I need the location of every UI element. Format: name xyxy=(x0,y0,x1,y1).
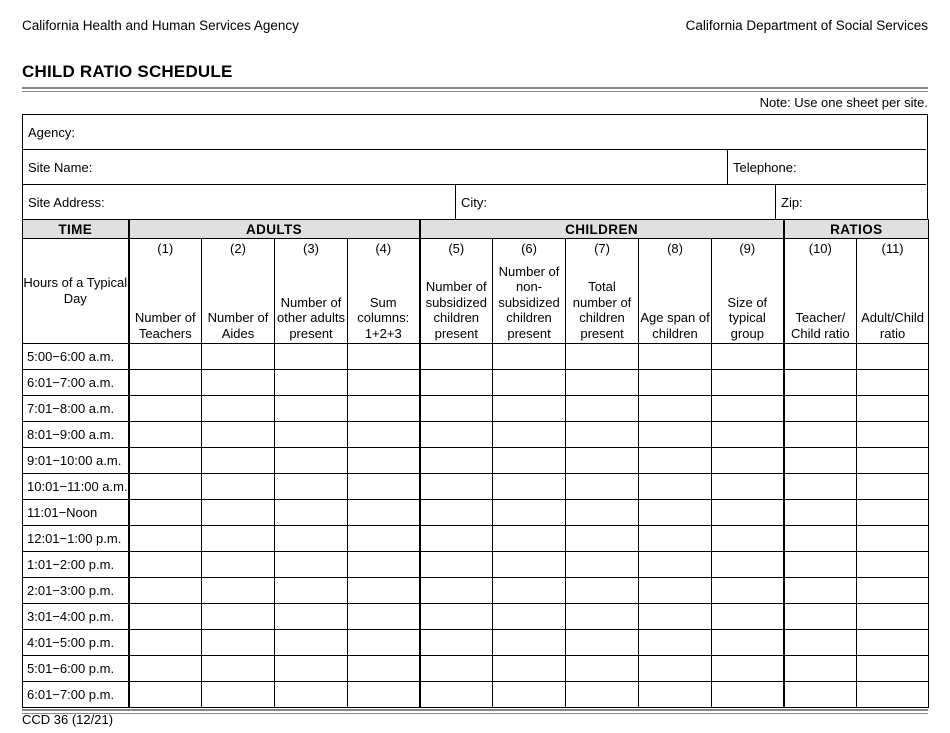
entry-cell[interactable] xyxy=(857,344,929,370)
entry-cell[interactable] xyxy=(712,630,784,656)
entry-cell[interactable] xyxy=(275,396,348,422)
time-slot-label: 6:01−7:00 p.m. xyxy=(23,682,129,708)
entry-cell[interactable] xyxy=(420,578,493,604)
column-header xyxy=(639,239,712,344)
entry-cell[interactable] xyxy=(202,474,275,500)
column-number: (1) xyxy=(157,241,174,256)
table-row xyxy=(23,630,929,656)
note-text: Note: Use one sheet per site. xyxy=(759,95,928,110)
time-slot-label: 5:01−6:00 p.m. xyxy=(23,656,129,682)
footer-rule xyxy=(22,709,928,711)
entry-cell[interactable] xyxy=(348,448,420,474)
entry-cell[interactable] xyxy=(857,370,929,396)
entry-cell[interactable] xyxy=(712,552,784,578)
entry-cell[interactable] xyxy=(202,656,275,682)
entry-cell[interactable] xyxy=(639,656,712,682)
entry-cell[interactable] xyxy=(348,526,420,552)
column-header xyxy=(129,239,202,344)
entry-cell[interactable] xyxy=(275,448,348,474)
entry-cell[interactable] xyxy=(129,448,202,474)
entry-cell[interactable] xyxy=(784,578,857,604)
column-label: Number of subsidized children present xyxy=(425,279,487,341)
entry-cell[interactable] xyxy=(493,500,566,526)
entry-cell[interactable] xyxy=(639,422,712,448)
entry-cell[interactable] xyxy=(420,396,493,422)
entry-cell[interactable] xyxy=(420,422,493,448)
entry-cell[interactable] xyxy=(712,682,784,708)
entry-cell[interactable] xyxy=(129,578,202,604)
column-number: (10) xyxy=(808,241,832,256)
column-header-row xyxy=(23,239,929,344)
entry-cell[interactable] xyxy=(857,396,929,422)
entry-cell[interactable] xyxy=(566,526,639,552)
adults-band: ADULTS xyxy=(129,220,420,239)
entry-cell[interactable] xyxy=(566,656,639,682)
entry-cell[interactable] xyxy=(566,448,639,474)
entry-cell[interactable] xyxy=(784,500,857,526)
column-number: (5) xyxy=(448,241,465,256)
entry-cell[interactable] xyxy=(348,630,420,656)
ratio-schedule-table xyxy=(22,219,929,708)
entry-cell[interactable] xyxy=(712,448,784,474)
table-row xyxy=(23,552,929,578)
entry-cell[interactable] xyxy=(420,500,493,526)
entry-cell[interactable] xyxy=(857,422,929,448)
entry-cell[interactable] xyxy=(420,344,493,370)
entry-cell[interactable] xyxy=(202,630,275,656)
entry-cell[interactable] xyxy=(493,604,566,630)
column-label: Age span of children xyxy=(640,310,710,341)
table-row xyxy=(23,474,929,500)
entry-cell[interactable] xyxy=(639,344,712,370)
time-band: TIME xyxy=(23,220,129,239)
entry-cell[interactable] xyxy=(129,526,202,552)
entry-cell[interactable] xyxy=(129,552,202,578)
column-number: (9) xyxy=(739,241,756,256)
site-address-label: Site Address: xyxy=(28,194,105,210)
entry-cell[interactable] xyxy=(566,500,639,526)
entry-cell[interactable] xyxy=(639,448,712,474)
entry-cell[interactable] xyxy=(639,474,712,500)
column-label: Size of typical group xyxy=(727,294,768,341)
entry-cell[interactable] xyxy=(857,500,929,526)
entry-cell[interactable] xyxy=(639,500,712,526)
column-number: (8) xyxy=(667,241,683,256)
column-header xyxy=(493,239,566,344)
table-row xyxy=(23,526,929,552)
entry-cell[interactable] xyxy=(784,396,857,422)
entry-cell[interactable] xyxy=(348,474,420,500)
column-label: Number of non-subsidized children present xyxy=(498,263,560,341)
entry-cell[interactable] xyxy=(275,552,348,578)
time-slot-label: 7:01−8:00 a.m. xyxy=(23,396,129,422)
city-label: City: xyxy=(461,194,487,210)
entry-cell[interactable] xyxy=(784,604,857,630)
entry-cell[interactable] xyxy=(275,526,348,552)
entry-cell[interactable] xyxy=(493,344,566,370)
time-slot-label: 5:00−6:00 a.m. xyxy=(23,344,129,370)
table-row xyxy=(23,422,929,448)
entry-cell[interactable] xyxy=(420,526,493,552)
entry-cell[interactable] xyxy=(275,500,348,526)
entry-cell[interactable] xyxy=(420,474,493,500)
entry-cell[interactable] xyxy=(784,630,857,656)
column-label: Number of Teachers xyxy=(134,310,196,341)
entry-cell[interactable] xyxy=(857,656,929,682)
entry-cell[interactable] xyxy=(275,422,348,448)
column-label: Adult/Child ratio xyxy=(861,310,924,341)
entry-cell[interactable] xyxy=(566,422,639,448)
entry-cell[interactable] xyxy=(639,526,712,552)
column-header xyxy=(857,239,929,344)
entry-cell[interactable] xyxy=(857,682,929,708)
agency-header-left: California Health and Human Services Agency xyxy=(22,18,299,33)
entry-cell[interactable] xyxy=(493,474,566,500)
entry-cell[interactable] xyxy=(639,578,712,604)
column-header xyxy=(420,239,493,344)
table-row xyxy=(23,656,929,682)
entry-cell[interactable] xyxy=(639,552,712,578)
entry-cell[interactable] xyxy=(566,344,639,370)
entry-cell[interactable] xyxy=(348,344,420,370)
entry-cell[interactable] xyxy=(566,630,639,656)
entry-cell[interactable] xyxy=(784,422,857,448)
entry-cell[interactable] xyxy=(493,578,566,604)
zip-label: Zip: xyxy=(781,194,803,210)
entry-cell[interactable] xyxy=(275,630,348,656)
zip-field[interactable] xyxy=(775,185,926,219)
entry-cell[interactable] xyxy=(348,552,420,578)
children-band: CHILDREN xyxy=(420,220,784,239)
table-row xyxy=(23,682,929,708)
table-row xyxy=(23,396,929,422)
site-info-box xyxy=(22,114,928,220)
entry-cell[interactable] xyxy=(712,578,784,604)
column-label: Sum columns: 1+2+3 xyxy=(357,294,410,341)
entry-cell[interactable] xyxy=(348,682,420,708)
column-label: Number of Aides xyxy=(207,310,269,341)
entry-cell[interactable] xyxy=(129,630,202,656)
column-label: Teacher/ Child ratio xyxy=(791,310,850,341)
entry-cell[interactable] xyxy=(129,500,202,526)
time-slot-label: 12:01−1:00 p.m. xyxy=(23,526,129,552)
entry-cell[interactable] xyxy=(202,604,275,630)
entry-cell[interactable] xyxy=(348,396,420,422)
title-rule-thin xyxy=(22,91,928,92)
entry-cell[interactable] xyxy=(857,448,929,474)
entry-cell[interactable] xyxy=(493,682,566,708)
entry-cell[interactable] xyxy=(129,656,202,682)
entry-cell[interactable] xyxy=(202,448,275,474)
entry-cell[interactable] xyxy=(129,422,202,448)
time-slot-label: 6:01−7:00 a.m. xyxy=(23,370,129,396)
entry-cell[interactable] xyxy=(420,604,493,630)
entry-cell[interactable] xyxy=(129,682,202,708)
entry-cell[interactable] xyxy=(566,578,639,604)
entry-cell[interactable] xyxy=(712,604,784,630)
column-number: (3) xyxy=(303,241,319,256)
entry-cell[interactable] xyxy=(202,370,275,396)
entry-cell[interactable] xyxy=(202,526,275,552)
entry-cell[interactable] xyxy=(348,578,420,604)
entry-cell[interactable] xyxy=(348,370,420,396)
entry-cell[interactable] xyxy=(420,656,493,682)
entry-cell[interactable] xyxy=(566,370,639,396)
entry-cell[interactable] xyxy=(784,344,857,370)
entry-cell[interactable] xyxy=(129,604,202,630)
entry-cell[interactable] xyxy=(275,578,348,604)
entry-cell[interactable] xyxy=(712,422,784,448)
entry-cell[interactable] xyxy=(493,448,566,474)
table-row xyxy=(23,604,929,630)
column-header xyxy=(275,239,348,344)
table-row xyxy=(23,344,929,370)
time-slot-label: 1:01−2:00 p.m. xyxy=(23,552,129,578)
entry-cell[interactable] xyxy=(639,396,712,422)
entry-cell[interactable] xyxy=(712,656,784,682)
title-rule xyxy=(22,87,928,89)
time-slot-label: 2:01−3:00 p.m. xyxy=(23,578,129,604)
time-slot-label: 4:01−5:00 p.m. xyxy=(23,630,129,656)
time-rows xyxy=(23,344,929,708)
entry-cell[interactable] xyxy=(493,422,566,448)
telephone-field[interactable] xyxy=(727,150,926,184)
entry-cell[interactable] xyxy=(857,630,929,656)
site-name-label: Site Name: xyxy=(28,159,93,175)
entry-cell[interactable] xyxy=(857,578,929,604)
table-row xyxy=(23,500,929,526)
entry-cell[interactable] xyxy=(857,474,929,500)
entry-cell[interactable] xyxy=(493,370,566,396)
entry-cell[interactable] xyxy=(784,656,857,682)
ratios-band: RATIOS xyxy=(784,220,929,239)
entry-cell[interactable] xyxy=(712,344,784,370)
time-slot-label: 8:01−9:00 a.m. xyxy=(23,422,129,448)
entry-cell[interactable] xyxy=(202,344,275,370)
entry-cell[interactable] xyxy=(566,604,639,630)
entry-cell[interactable] xyxy=(202,396,275,422)
entry-cell[interactable] xyxy=(493,396,566,422)
entry-cell[interactable] xyxy=(784,448,857,474)
column-number: (4) xyxy=(375,241,392,256)
entry-cell[interactable] xyxy=(639,682,712,708)
column-number: (7) xyxy=(594,241,610,256)
footer-rule-thin xyxy=(22,713,928,714)
entry-cell[interactable] xyxy=(712,370,784,396)
column-label: Number of other adults present xyxy=(277,294,345,341)
entry-cell[interactable] xyxy=(275,656,348,682)
entry-cell[interactable] xyxy=(639,630,712,656)
column-header xyxy=(566,239,639,344)
entry-cell[interactable] xyxy=(566,474,639,500)
entry-cell[interactable] xyxy=(348,500,420,526)
time-slot-label: 11:01−Noon xyxy=(23,500,129,526)
table-row xyxy=(23,578,929,604)
entry-cell[interactable] xyxy=(129,370,202,396)
time-slot-label: 10:01−11:00 a.m. xyxy=(23,474,129,500)
time-slot-label: 3:01−4:00 p.m. xyxy=(23,604,129,630)
entry-cell[interactable] xyxy=(275,604,348,630)
entry-cell[interactable] xyxy=(275,344,348,370)
entry-cell[interactable] xyxy=(202,578,275,604)
site-address-field[interactable] xyxy=(23,185,454,219)
column-label: Total number of children present xyxy=(572,279,632,341)
entry-cell[interactable] xyxy=(784,552,857,578)
entry-cell[interactable] xyxy=(857,526,929,552)
entry-cell[interactable] xyxy=(493,526,566,552)
entry-cell[interactable] xyxy=(202,682,275,708)
entry-cell[interactable] xyxy=(420,682,493,708)
entry-cell[interactable] xyxy=(275,370,348,396)
entry-cell[interactable] xyxy=(129,396,202,422)
entry-cell[interactable] xyxy=(857,552,929,578)
column-header xyxy=(712,239,784,344)
entry-cell[interactable] xyxy=(857,604,929,630)
entry-cell[interactable] xyxy=(348,656,420,682)
column-number: (2) xyxy=(230,241,246,256)
column-header xyxy=(348,239,420,344)
entry-cell[interactable] xyxy=(275,474,348,500)
agency-header-right: California Department of Social Services xyxy=(685,18,928,33)
entry-cell[interactable] xyxy=(712,500,784,526)
entry-cell[interactable] xyxy=(129,344,202,370)
entry-cell[interactable] xyxy=(420,448,493,474)
telephone-label: Telephone: xyxy=(733,159,797,175)
column-header xyxy=(784,239,857,344)
entry-cell[interactable] xyxy=(639,604,712,630)
entry-cell[interactable] xyxy=(493,552,566,578)
agency-label: Agency: xyxy=(28,124,75,140)
agency-field[interactable] xyxy=(23,115,926,149)
entry-cell[interactable] xyxy=(784,370,857,396)
entry-cell[interactable] xyxy=(348,604,420,630)
entry-cell[interactable] xyxy=(784,474,857,500)
entry-cell[interactable] xyxy=(420,552,493,578)
form-number: CCD 36 (12/21) xyxy=(22,712,114,727)
entry-cell[interactable] xyxy=(202,552,275,578)
entry-cell[interactable] xyxy=(129,474,202,500)
table-row xyxy=(23,448,929,474)
entry-cell[interactable] xyxy=(493,630,566,656)
entry-cell[interactable] xyxy=(784,682,857,708)
time-slot-label: 9:01−10:00 a.m. xyxy=(23,448,129,474)
column-header xyxy=(202,239,275,344)
page-title: CHILD RATIO SCHEDULE xyxy=(22,62,233,81)
time-column-header xyxy=(23,239,129,344)
entry-cell[interactable] xyxy=(202,500,275,526)
entry-cell[interactable] xyxy=(712,474,784,500)
city-field[interactable] xyxy=(455,185,774,219)
entry-cell[interactable] xyxy=(348,422,420,448)
entry-cell[interactable] xyxy=(275,682,348,708)
entry-cell[interactable] xyxy=(493,656,566,682)
column-number: (6) xyxy=(521,241,537,256)
entry-cell[interactable] xyxy=(784,526,857,552)
section-header-row xyxy=(23,220,929,239)
entry-cell[interactable] xyxy=(202,422,275,448)
entry-cell[interactable] xyxy=(566,396,639,422)
column-number: (11) xyxy=(881,241,904,256)
site-name-field[interactable] xyxy=(23,150,726,184)
entry-cell[interactable] xyxy=(420,370,493,396)
entry-cell[interactable] xyxy=(566,552,639,578)
entry-cell[interactable] xyxy=(566,682,639,708)
entry-cell[interactable] xyxy=(639,370,712,396)
entry-cell[interactable] xyxy=(420,630,493,656)
time-header-label: Hours of a Typical Day xyxy=(23,275,128,306)
entry-cell[interactable] xyxy=(712,396,784,422)
table-row xyxy=(23,370,929,396)
entry-cell[interactable] xyxy=(712,526,784,552)
